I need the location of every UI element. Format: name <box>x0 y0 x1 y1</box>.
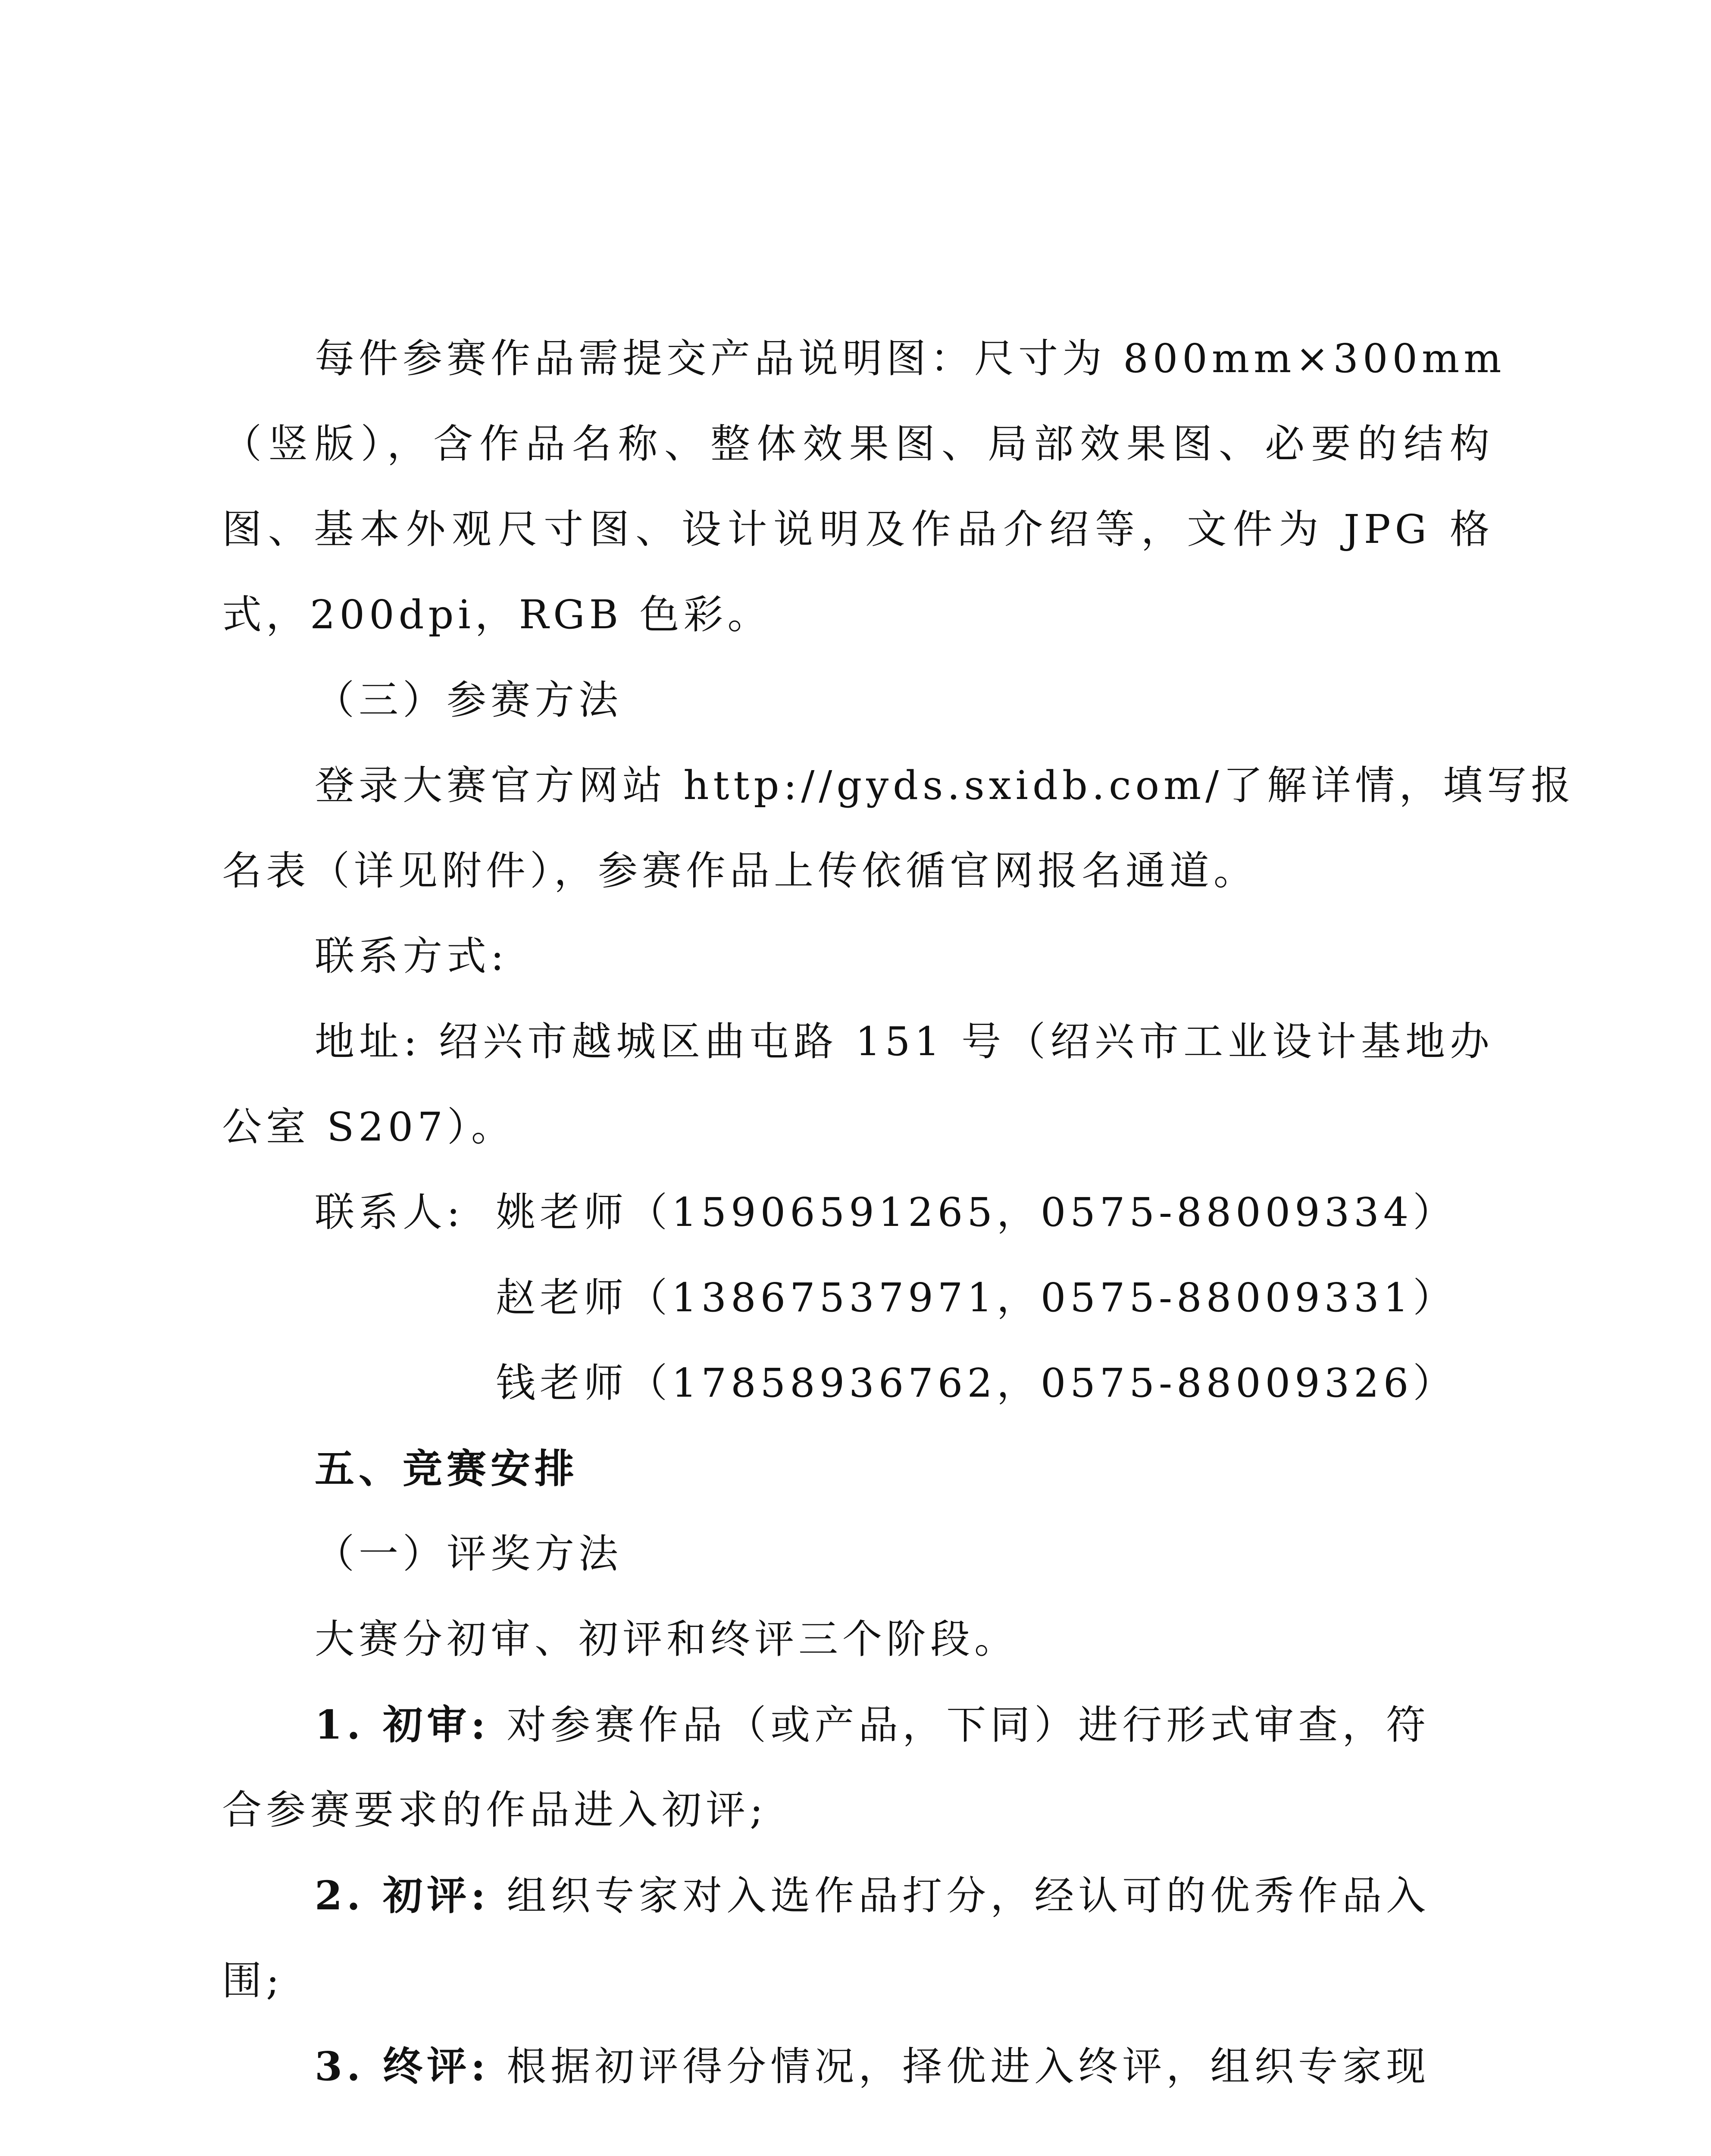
paragraph-line: 合参赛要求的作品进入初评; <box>222 1787 767 1833</box>
list-item-text: 对参赛作品（或产品，下同）进行形式审查，符 <box>507 1702 1430 1748</box>
list-item-lead: 1. 初审: <box>315 1702 490 1748</box>
list-item <box>315 1699 1586 1751</box>
paragraph-line: 大赛分初审、初评和终评三个阶段。 <box>315 1616 1019 1662</box>
contact-person: 赵老师（13867537971，0575-88009331） <box>496 1275 1457 1321</box>
paragraph-line: 名表（详见附件），参赛作品上传依循官网报名通道。 <box>222 848 1258 894</box>
subsection-heading: （三）参赛方法 <box>315 677 623 723</box>
paragraph-line: （竖版），含作品名称、整体效果图、局部效果图、必要的结构 <box>222 421 1494 467</box>
list-item-lead: 3. 终评: <box>315 2043 490 2090</box>
list-item-lead: 2. 初评: <box>315 1872 490 1919</box>
paragraph-line: 图、基本外观尺寸图、设计说明及作品介绍等，文件为 JPG 格 <box>222 506 1494 552</box>
address-line: 地址: 绍兴市越城区曲屯路 151 号（绍兴市工业设计基地办 <box>315 1018 1494 1065</box>
section-heading: 五、竞赛安排 <box>315 1445 579 1492</box>
paragraph-line: 每件参赛作品需提交产品说明图：尺寸为 800mm×300mm <box>315 335 1506 382</box>
paragraph-line: 登录大赛官方网站 http://gyds.sxidb.com/了解详情，填写报 <box>315 762 1575 808</box>
subsection-heading: （一）评奖方法 <box>315 1531 623 1577</box>
contact-heading: 联系方式: <box>315 933 508 979</box>
contact-person: 姚老师（15906591265，0575-88009334） <box>496 1189 1457 1235</box>
list-item-text: 根据初评得分情况，择优进入终评，组织专家现 <box>507 2043 1430 2090</box>
contact-person: 钱老师（17858936762，0575-88009326） <box>496 1360 1457 1406</box>
list-item-text: 组织专家对入选作品打分，经认可的优秀作品入 <box>507 1873 1430 1919</box>
address-line: 公室 S207）。 <box>222 1104 515 1150</box>
paragraph-line: 式，200dpi，RGB 色彩。 <box>222 592 772 638</box>
paragraph-line: 围; <box>222 1958 284 2004</box>
list-item <box>315 1870 1586 1922</box>
contact-people-label: 联系人: <box>315 1189 464 1235</box>
list-item <box>315 2040 1586 2093</box>
